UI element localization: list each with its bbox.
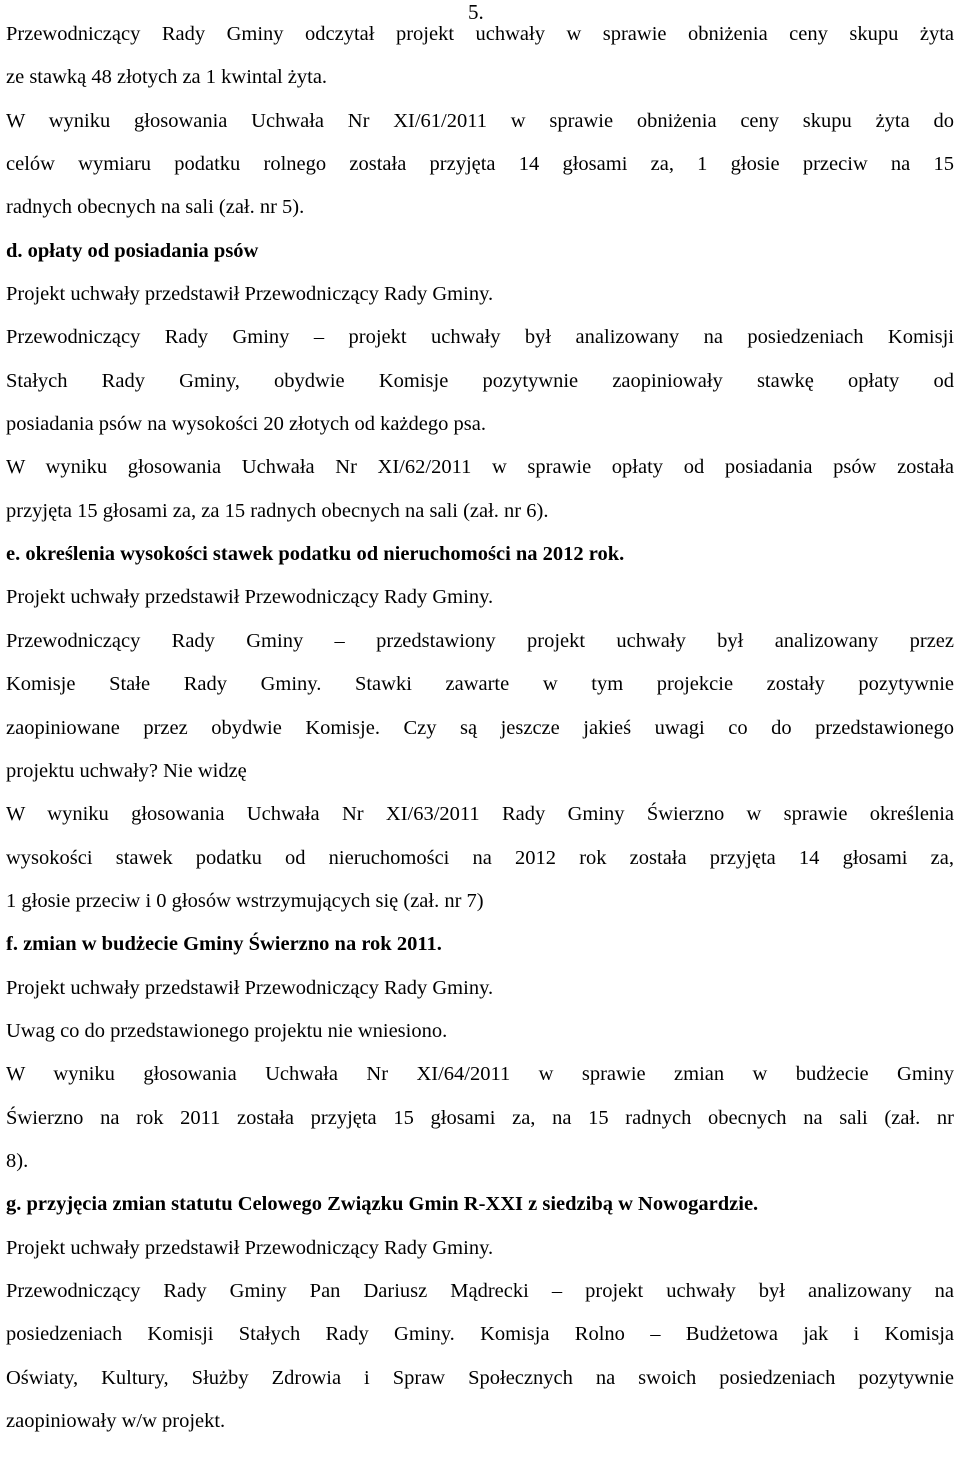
text-line: Stałych Rady Gminy, obydwie Komisje pozytywnie zaopiniowały stawkę opłaty od bbox=[6, 369, 954, 392]
paragraph bbox=[6, 446, 954, 533]
text-line: posiedzeniach Komisji Stałych Rady Gminy. Komisja Rolno – Budżetowa jak i Komisja bbox=[6, 1323, 954, 1346]
text-line: W wyniku głosowania Uchwała Nr XI/64/2011 w sprawie zmian w budżecie Gminy bbox=[6, 1063, 954, 1086]
text-line: W wyniku głosowania Uchwała Nr XI/63/2011 Rady Gminy Świerzno w sprawie określenia bbox=[6, 803, 954, 826]
paragraph bbox=[6, 576, 954, 619]
text-line: przyjęta 15 głosami za, za 15 radnych obecnych na sali (zał. nr 6). bbox=[6, 499, 549, 522]
section-heading: d. opłaty od posiadania psów bbox=[6, 239, 259, 262]
text-line: Przewodniczący Rady Gminy Pan Dariusz Mądrecki – projekt uchwały był analizowany na bbox=[6, 1279, 954, 1302]
paragraph bbox=[6, 13, 954, 100]
section-heading: g. przyjęcia zmian statutu Celowego Związku Gmin R-XXI z siedzibą w Nowogardzie. bbox=[6, 1193, 759, 1216]
section-heading: f. zmian w budżecie Gminy Świerzno na rok 2011. bbox=[6, 933, 442, 956]
text-line: wysokości stawek podatku od nieruchomości na 2012 rok została przyjęta 14 głosami za, bbox=[6, 846, 954, 869]
text-line: posiadania psów na wysokości 20 złotych od każdego psa. bbox=[6, 413, 486, 436]
text-line: W wyniku głosowania Uchwała Nr XI/62/2011 w sprawie opłaty od posiadania psów została bbox=[6, 456, 954, 479]
paragraph bbox=[6, 1010, 954, 1053]
text-line: ze stawką 48 złotych za 1 kwintal żyta. bbox=[6, 66, 328, 89]
text-line: Przewodniczący Rady Gminy odczytał projekt uchwały w sprawie obniżenia ceny skupu żyta bbox=[6, 23, 954, 45]
section-heading: e. określenia wysokości stawek podatku od nieruchomości na 2012 rok. bbox=[6, 543, 625, 566]
paragraph bbox=[6, 316, 954, 446]
text-line: zaopiniowane przez obydwie Komisje. Czy są jeszcze jakieś uwagi co do przedstawionego bbox=[6, 716, 954, 739]
paragraph bbox=[6, 793, 954, 923]
text-line: Projekt uchwały przedstawił Przewodniczący Rady Gminy. bbox=[6, 1236, 494, 1259]
paragraph bbox=[6, 967, 954, 1010]
text-line: zaopiniowały w/w projekt. bbox=[6, 1410, 226, 1432]
text-line: 8). bbox=[6, 1149, 29, 1172]
text-line: 1 głosie przeciw i 0 głosów wstrzymujących się (zał. nr 7) bbox=[6, 889, 484, 912]
paragraph bbox=[6, 1227, 954, 1270]
text-line: Projekt uchwały przedstawił Przewodniczący Rady Gminy. bbox=[6, 283, 494, 306]
text-line: Oświaty, Kultury, Służby Zdrowia i Spraw Społecznych na swoich posiedzeniach pozytywnie bbox=[6, 1366, 954, 1389]
text-line: Przewodniczący Rady Gminy – przedstawiony projekt uchwały był analizowany przez bbox=[6, 629, 954, 652]
paragraph bbox=[6, 273, 954, 316]
text-line: Komisje Stałe Rady Gminy. Stawki zawarte w tym projekcie zostały pozytywnie bbox=[6, 673, 954, 696]
paragraph bbox=[6, 620, 954, 793]
text-line: projektu uchwały? Nie widzę bbox=[6, 759, 247, 782]
text-line: Przewodniczący Rady Gminy – projekt uchwały był analizowany na posiedzeniach Komisji bbox=[6, 326, 954, 349]
text-line: Świerzno na rok 2011 została przyjęta 15 głosami za, na 15 radnych obecnych na sali (zał. nr bbox=[6, 1106, 954, 1129]
document-body bbox=[6, 13, 954, 1443]
page-number: 5. bbox=[468, 0, 484, 24]
paragraph bbox=[6, 1053, 954, 1183]
text-line: Uwag co do przedstawionego projektu nie wniesiono. bbox=[6, 1019, 448, 1042]
paragraph bbox=[6, 100, 954, 230]
text-line: radnych obecnych na sali (zał. nr 5). bbox=[6, 196, 305, 219]
text-line: celów wymiaru podatku rolnego została przyjęta 14 głosami za, 1 głosie przeciw na 15 bbox=[6, 153, 954, 176]
paragraph bbox=[6, 1270, 954, 1443]
text-line: W wyniku głosowania Uchwała Nr XI/61/2011 w sprawie obniżenia ceny skupu żyta do bbox=[6, 109, 954, 132]
text-line: Projekt uchwały przedstawił Przewodniczący Rady Gminy. bbox=[6, 976, 494, 999]
text-line: Projekt uchwały przedstawił Przewodniczący Rady Gminy. bbox=[6, 586, 494, 609]
